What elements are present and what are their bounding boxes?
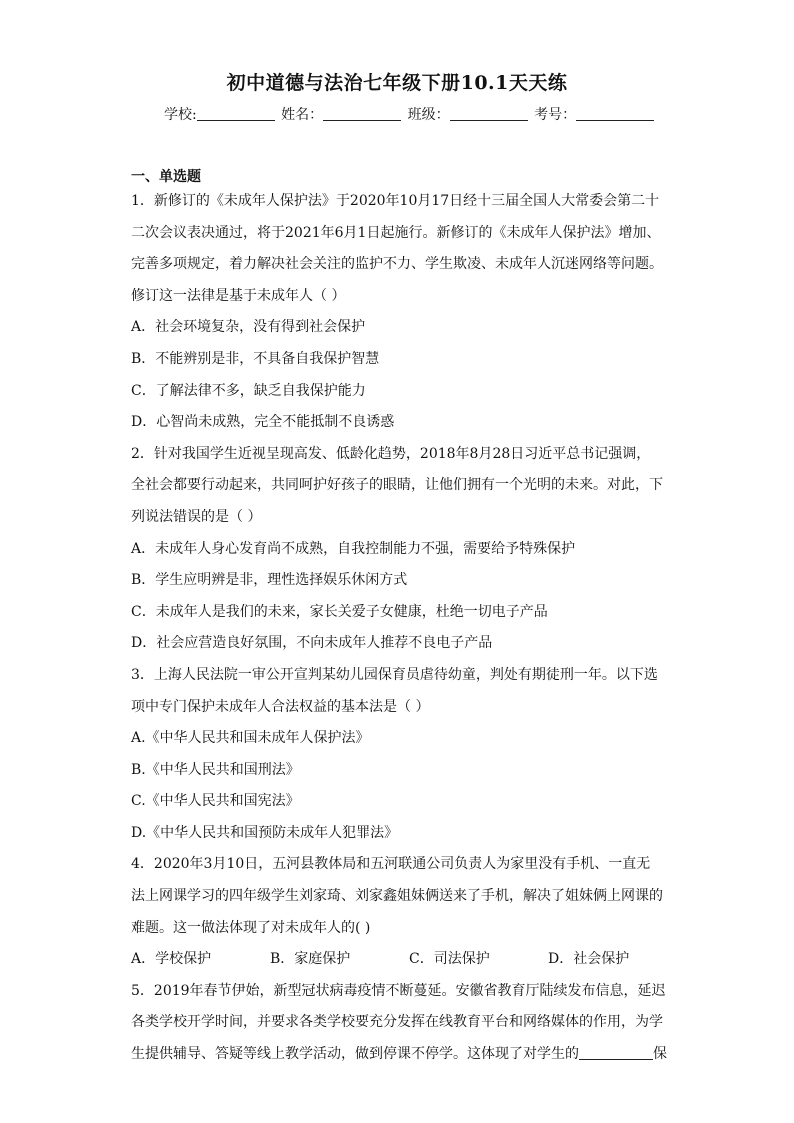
name-blank <box>323 106 401 121</box>
exam-number-label: 考号： <box>534 107 577 123</box>
option-a: A．社会环境复杂，没有得到社会保护 <box>131 319 366 336</box>
question-text: 完善多项规定，着力解决社会关注的监护不力、学生欺凌、未成年人沉迷网络等问题。 <box>131 256 663 273</box>
section-heading: 一、单选题 <box>131 169 201 185</box>
school-blank <box>197 106 275 121</box>
option-b: B．学生应明辨是非，理性选择娱乐休闲方式 <box>131 572 408 589</box>
question-1 <box>131 186 663 439</box>
question-5 <box>131 976 667 1071</box>
question-text: 1．新修订的《未成年人保护法》于2020年10月17日经十三届全国人大常委会第二十 <box>131 193 660 209</box>
option-c: C．司法保护 <box>409 951 490 968</box>
page-title: 初中道德与法治七年级下册10.1天天练 <box>226 72 568 94</box>
option-d: D．心智尚未成熟，完全不能抵制不良诱惑 <box>131 414 395 431</box>
options-row <box>131 944 663 976</box>
class-blank <box>450 106 528 121</box>
school-label: 学校: <box>164 107 197 123</box>
class-label: 班级： <box>407 107 450 123</box>
question-text: 修订这一法律是基于未成年人（ ） <box>131 287 346 304</box>
option-d: D．社会应营造良好氛围，不向未成年人推荐不良电子产品 <box>131 635 493 652</box>
name-label: 姓名： <box>281 107 324 123</box>
question-text: 法上网课学习的四年级学生刘家琦、刘家鑫姐妹俩送来了手机，解决了姐妹俩上网课的 <box>131 888 663 905</box>
question-text-last <box>131 1039 667 1071</box>
question-text: 难题。这一做法体现了对未成年人的( ) <box>131 919 371 936</box>
question-text: 列说法错误的是（ ） <box>131 508 262 525</box>
question-text: 2．针对我国学生近视呈现高发、低龄化趋势，2018年8月28日习近平总书记强调， <box>131 445 651 462</box>
question-text: 项中专门保护未成年人合法权益的基本法是（ ） <box>131 698 430 715</box>
option-c: C.《中华人民共和国宪法》 <box>131 793 300 810</box>
question-text: 生提供辅导、答疑等线上教学活动，做到停课不停学。这体现了对学生的 <box>131 1046 579 1063</box>
answer-blank <box>579 1045 653 1060</box>
question-text: 各类学校开学时间，并要求各类学校要充分发挥在线教育平台和网络媒体的作用，为学 <box>131 1014 663 1031</box>
option-b: B．不能辨别是非，不具备自我保护智慧 <box>131 350 380 367</box>
question-text: 5．2019年春节伊始，新型冠状病毒疫情不断蔓延。安徽省教育厅陆续发布信息，延迟 <box>131 982 666 999</box>
exam-number-blank <box>576 106 654 121</box>
option-c: C．了解法律不多，缺乏自我保护能力 <box>131 382 366 399</box>
question-2 <box>131 439 663 660</box>
question-text: 4．2020年3月10日，五河县教体局和五河联通公司负责人为家里没有手机、一直无 <box>131 856 651 873</box>
question-text: 3．上海人民法院一审公开宣判某幼儿园保育员虐待幼童，判处有期徒刑一年。以下选 <box>131 666 658 683</box>
question-3 <box>131 660 663 850</box>
option-b: B．家庭保护 <box>270 951 351 968</box>
question-text: 全社会都要行动起来，共同呵护好孩子的眼睛，让他们拥有一个光明的未来。对此，下 <box>131 477 663 494</box>
option-a: A.《中华人民共和国未成年人保护法》 <box>131 730 370 747</box>
student-info-row <box>164 104 656 124</box>
option-b: B.《中华人民共和国刑法》 <box>131 761 300 778</box>
question-text: 二次会议表决通过，将于2021年6月1日起施行。新修订的《未成年人保护法》增加、 <box>131 224 661 241</box>
option-d: D．社会保护 <box>548 951 630 968</box>
question-text-tail: 保 <box>653 1046 667 1063</box>
option-a: A．未成年人身心发育尚不成熟，自我控制能力不强，需要给予特殊保护 <box>131 540 576 557</box>
option-c: C．未成年人是我们的未来，家长关爱子女健康，杜绝一切电子产品 <box>131 603 548 620</box>
question-4 <box>131 849 663 975</box>
option-a: A．学校保护 <box>131 951 212 968</box>
questions <box>131 186 667 1071</box>
option-d: D.《中华人民共和国预防未成年人犯罪法》 <box>131 824 399 841</box>
